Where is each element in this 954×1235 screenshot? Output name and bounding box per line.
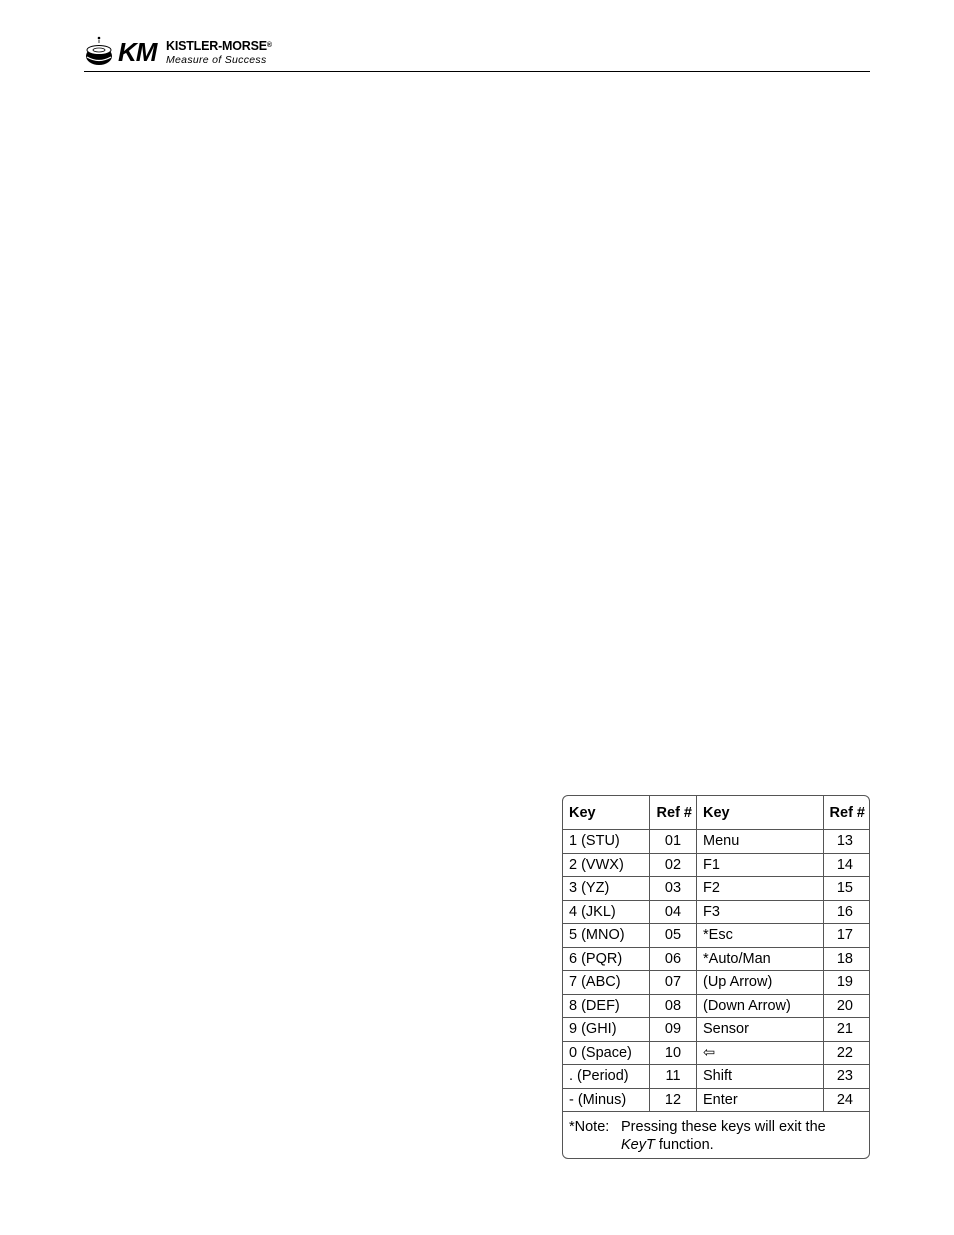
brand-name-text: KISTLER-MORSE bbox=[166, 39, 267, 53]
key-cell: 6 (PQR) bbox=[563, 947, 650, 971]
key-cell: *Esc bbox=[697, 924, 824, 948]
ref-cell: 18 bbox=[824, 947, 870, 971]
ref-cell: 24 bbox=[824, 1088, 870, 1112]
ref-cell: 05 bbox=[650, 924, 697, 948]
note-text-1: Pressing these keys will exit the bbox=[621, 1119, 826, 1135]
note-line-1 bbox=[569, 1118, 863, 1136]
key-cell: 7 (ABC) bbox=[563, 971, 650, 995]
key-table-grid bbox=[563, 796, 869, 1112]
brand-tagline: Measure of Success bbox=[166, 54, 267, 66]
column-header-ref-2: Ref # bbox=[824, 796, 870, 830]
key-cell: Shift bbox=[697, 1065, 824, 1089]
key-cell: 9 (GHI) bbox=[563, 1018, 650, 1042]
key-cell: *Auto/Man bbox=[697, 947, 824, 971]
ref-cell: 03 bbox=[650, 877, 697, 901]
key-cell: ⇦ bbox=[697, 1041, 824, 1065]
ref-cell: 22 bbox=[824, 1041, 870, 1065]
kistler-morse-logo-icon bbox=[84, 34, 114, 68]
table-row bbox=[563, 1041, 869, 1065]
key-cell: F2 bbox=[697, 877, 824, 901]
ref-cell: 23 bbox=[824, 1065, 870, 1089]
table-row bbox=[563, 1018, 869, 1042]
key-cell: F1 bbox=[697, 853, 824, 877]
note-line-2 bbox=[569, 1136, 863, 1154]
column-header-key-2: Key bbox=[697, 796, 824, 830]
table-row bbox=[563, 947, 869, 971]
note-label: *Note: bbox=[569, 1119, 610, 1135]
ref-cell: 21 bbox=[824, 1018, 870, 1042]
ref-cell: 04 bbox=[650, 900, 697, 924]
ref-cell: 16 bbox=[824, 900, 870, 924]
ref-cell: 11 bbox=[650, 1065, 697, 1089]
key-cell: (Down Arrow) bbox=[697, 994, 824, 1018]
table-row bbox=[563, 1088, 869, 1112]
ref-cell: 19 bbox=[824, 971, 870, 995]
ref-cell: 15 bbox=[824, 877, 870, 901]
key-cell: . (Period) bbox=[563, 1065, 650, 1089]
note-text-2: function. bbox=[654, 1137, 714, 1153]
brand-name bbox=[166, 40, 272, 53]
column-header-key-1: Key bbox=[563, 796, 650, 830]
key-reference-table bbox=[562, 795, 870, 1159]
key-cell: Menu bbox=[697, 830, 824, 854]
table-row bbox=[563, 853, 869, 877]
key-cell: 0 (Space) bbox=[563, 1041, 650, 1065]
key-table-body bbox=[563, 830, 869, 1112]
ref-cell: 10 bbox=[650, 1041, 697, 1065]
ref-cell: 17 bbox=[824, 924, 870, 948]
key-cell: 2 (VWX) bbox=[563, 853, 650, 877]
table-row bbox=[563, 877, 869, 901]
key-cell: (Up Arrow) bbox=[697, 971, 824, 995]
table-row bbox=[563, 994, 869, 1018]
table-row bbox=[563, 1065, 869, 1089]
ref-cell: 09 bbox=[650, 1018, 697, 1042]
key-cell: 1 (STU) bbox=[563, 830, 650, 854]
table-note bbox=[563, 1112, 869, 1154]
logo-km-letters: KM bbox=[118, 37, 157, 67]
note-keyt-word: KeyT bbox=[621, 1137, 655, 1153]
key-cell: 4 (JKL) bbox=[563, 900, 650, 924]
table-row bbox=[563, 971, 869, 995]
table-row bbox=[563, 830, 869, 854]
ref-cell: 14 bbox=[824, 853, 870, 877]
column-header-ref-1: Ref # bbox=[650, 796, 697, 830]
table-row bbox=[563, 924, 869, 948]
ref-cell: 13 bbox=[824, 830, 870, 854]
page-header bbox=[84, 34, 870, 74]
header-divider bbox=[84, 71, 870, 72]
key-cell: 5 (MNO) bbox=[563, 924, 650, 948]
ref-cell: 06 bbox=[650, 947, 697, 971]
key-cell: Sensor bbox=[697, 1018, 824, 1042]
ref-cell: 08 bbox=[650, 994, 697, 1018]
table-header-row bbox=[563, 796, 869, 830]
ref-cell: 02 bbox=[650, 853, 697, 877]
ref-cell: 07 bbox=[650, 971, 697, 995]
key-cell: 3 (YZ) bbox=[563, 877, 650, 901]
ref-cell: 12 bbox=[650, 1088, 697, 1112]
ref-cell: 01 bbox=[650, 830, 697, 854]
key-cell: F3 bbox=[697, 900, 824, 924]
key-cell: - (Minus) bbox=[563, 1088, 650, 1112]
key-cell: Enter bbox=[697, 1088, 824, 1112]
key-cell: 8 (DEF) bbox=[563, 994, 650, 1018]
table-row bbox=[563, 900, 869, 924]
ref-cell: 20 bbox=[824, 994, 870, 1018]
registered-mark: ® bbox=[266, 42, 272, 49]
